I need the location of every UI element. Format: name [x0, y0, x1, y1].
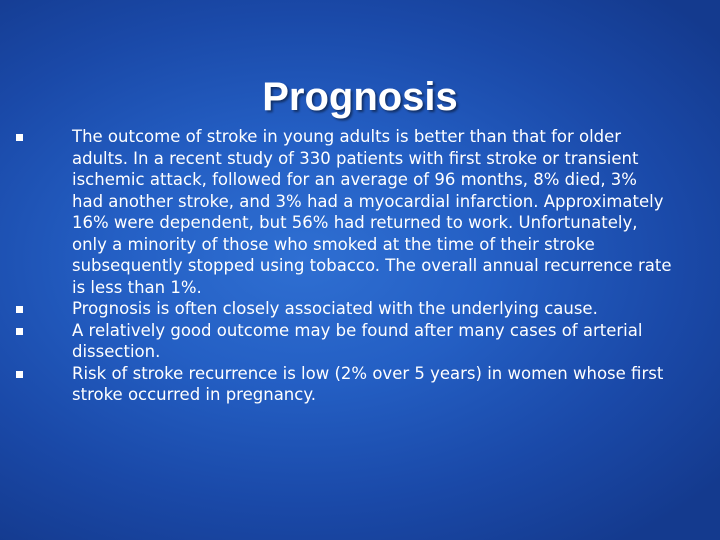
- square-bullet-icon: [16, 328, 23, 335]
- square-bullet-icon: [16, 134, 23, 141]
- square-bullet-icon: [16, 371, 23, 378]
- bullet-item: [72, 298, 672, 320]
- bullet-text: A relatively good outcome may be found after many cases of arterial dissection.: [72, 320, 643, 361]
- bullet-item: [72, 320, 672, 363]
- bullet-item: [72, 363, 672, 406]
- bullet-text: Prognosis is often closely associated with the underlying cause.: [72, 299, 598, 318]
- square-bullet-icon: [16, 306, 23, 313]
- bullet-text: The outcome of stroke in young adults is better than that for older adults. In a recent study of 330 patients with first stroke or transient ischemic attack, followed for an average of 96 months, 8% died, 3% had another stroke, and 3% had a myocardial infarction. Approximately 16% were dependent, but 56% had returned to work. Unfortunately, only a minority of those who smoked at the time of their stroke subsequently stopped using tobacco. The overall annual recurrence rate is less than 1%.: [72, 127, 672, 297]
- bullet-item: [72, 126, 672, 298]
- slide-title: Prognosis: [262, 74, 458, 119]
- bullet-text: Risk of stroke recurrence is low (2% over 5 years) in women whose first stroke occurred in pregnancy.: [72, 363, 664, 404]
- bullet-list: [72, 126, 672, 406]
